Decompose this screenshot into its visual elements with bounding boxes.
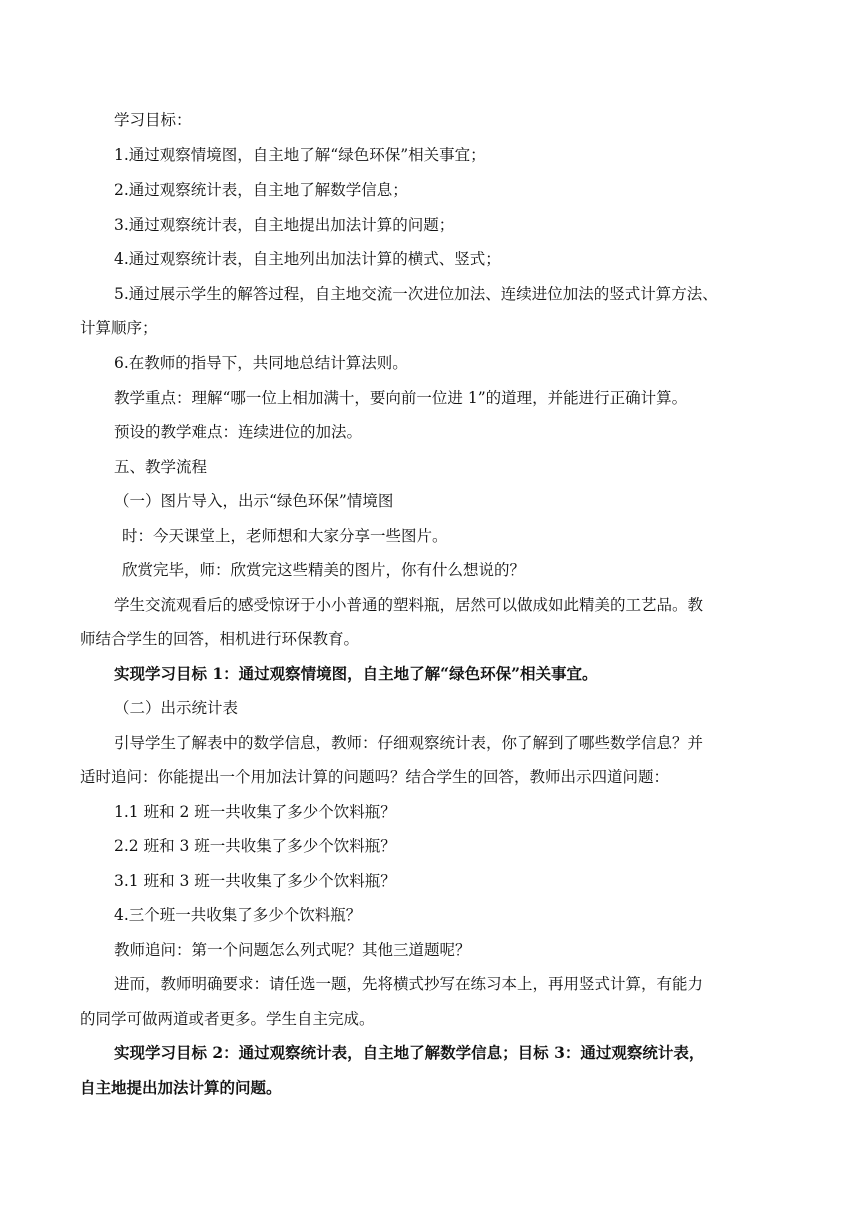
goal-achievement-2-3-continued: 自主地提出加法计算的问题。: [80, 1078, 282, 1097]
objective-1: 1.通过观察情境图，自主地了解“绿色环保”相关事宜；: [114, 146, 486, 164]
section-heading-process: 五、教学流程: [114, 458, 208, 476]
question-1: 1.1 班和 2 班一共收集了多少个饮料瓶？: [114, 803, 396, 821]
paragraph-follow-up: 教师追问：第一个问题怎么列式呢？其他三道题呢？: [114, 941, 471, 959]
teaching-difficulty: 预设的教学难点：连续进位的加法。: [114, 423, 363, 441]
paragraph-requirement: 进而，教师明确要求：请任选一题，先将横式抄写在练习本上，再用竖式计算，有能力: [114, 975, 704, 993]
objective-6: 6.在教师的指导下，共同地总结计算法则。: [114, 354, 408, 372]
teaching-focus: 教学重点：理解“哪一位上相加满十，要向前一位进 1”的道理，并能进行正确计算。: [114, 389, 688, 407]
objective-5: 5.通过展示学生的解答过程，自主地交流一次进位加法、连续进位加法的竖式计算方法、: [114, 285, 718, 303]
paragraph-guide-continued: 适时追问：你能提出一个用加法计算的问题吗？结合学生的回答，教师出示四道问题：: [80, 768, 670, 786]
goal-achievement-2-3: 实现学习目标 2：通过观察统计表，自主地了解数学信息；目标 3：通过观察统计表，: [114, 1043, 705, 1062]
question-2: 2.2 班和 3 班一共收集了多少个饮料瓶？: [114, 837, 396, 855]
objective-5-continued: 计算顺序；: [80, 319, 158, 337]
question-4: 4.三个班一共收集了多少个饮料瓶？: [114, 906, 362, 924]
paragraph-appreciation: 欣赏完毕，师：欣赏完这些精美的图片，你有什么想说的？: [122, 561, 526, 579]
goal-achievement-1: 实现学习目标 1：通过观察情境图，自主地了解“绿色环保”相关事宜。: [114, 664, 598, 683]
subsection-heading-1: （一）图片导入，出示“绿色环保”情境图: [114, 492, 394, 510]
objective-3: 3.通过观察统计表，自主地提出加法计算的问题；: [114, 216, 455, 234]
paragraph-guide: 引导学生了解表中的数学信息，教师：仔细观察统计表，你了解到了哪些数学信息？并: [114, 734, 704, 752]
paragraph-intro: 时：今天课堂上，老师想和大家分享一些图片。: [122, 527, 448, 545]
objective-4: 4.通过观察统计表，自主地列出加法计算的横式、竖式；: [114, 250, 501, 268]
objectives-heading: 学习目标：: [114, 111, 192, 129]
objective-2: 2.通过观察统计表，自主地了解数学信息；: [114, 181, 408, 199]
paragraph-student-exchange-continued: 师结合学生的回答，相机进行环保教育。: [80, 630, 360, 648]
paragraph-requirement-continued: 的同学可做两道或者更多。学生自主完成。: [80, 1010, 375, 1028]
subsection-heading-2: （二）出示统计表: [114, 699, 239, 717]
paragraph-student-exchange: 学生交流观看后的感受惊讶于小小普通的塑料瓶，居然可以做成如此精美的工艺品。教: [114, 596, 704, 614]
question-3: 3.1 班和 3 班一共收集了多少个饮料瓶？: [114, 872, 396, 890]
